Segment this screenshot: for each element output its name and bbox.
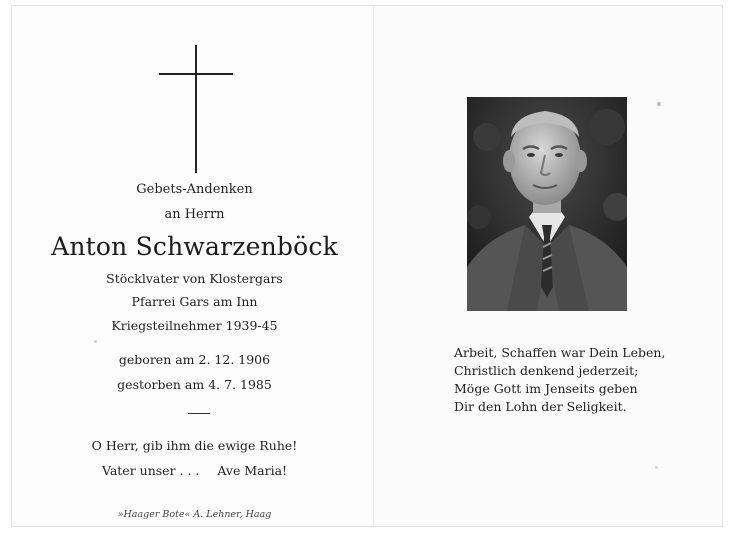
death-date: gestorben am 4. 7. 1985 xyxy=(117,377,272,392)
paper-speck xyxy=(655,466,658,469)
verse-line: Christlich denkend jederzeit; xyxy=(454,363,639,378)
verse-line: Möge Gott im Jenseits geben xyxy=(454,381,638,396)
birth-date: geboren am 2. 12. 1906 xyxy=(118,352,271,367)
intro-line-2: an Herrn xyxy=(164,207,225,222)
parish-line: Pfarrei Gars am Inn xyxy=(131,294,258,309)
portrait-photo xyxy=(467,97,627,311)
printer-credit: »Haager Bote« A. Lehner, Haag xyxy=(117,509,272,520)
verse xyxy=(454,344,665,416)
prayer-line-1: O Herr, gib ihm die ewige Ruhe! xyxy=(91,438,298,453)
verse-line: Arbeit, Schaffen war Dein Leben, xyxy=(454,345,666,360)
service-line: Kriegsteilnehmer 1939-45 xyxy=(111,318,278,333)
prayer-line-2 xyxy=(14,463,375,478)
prayer-part-2: Ave Maria! xyxy=(217,463,288,478)
role-line: Stöcklvater von Klostergars xyxy=(106,271,283,286)
deceased-name: Anton Schwarzenböck xyxy=(51,232,338,261)
prayer-part-1: Vater unser . . . xyxy=(101,463,200,478)
cross-vertical-bar xyxy=(195,45,197,173)
paper-speck xyxy=(94,340,97,343)
verse-line: Dir den Lohn der Seligkeit. xyxy=(454,399,627,414)
intro-line-1: Gebets-Andenken xyxy=(136,182,253,197)
portrait-image xyxy=(467,97,627,311)
divider xyxy=(188,413,210,414)
paper-speck xyxy=(657,102,661,106)
cross-horizontal-bar xyxy=(159,73,233,75)
